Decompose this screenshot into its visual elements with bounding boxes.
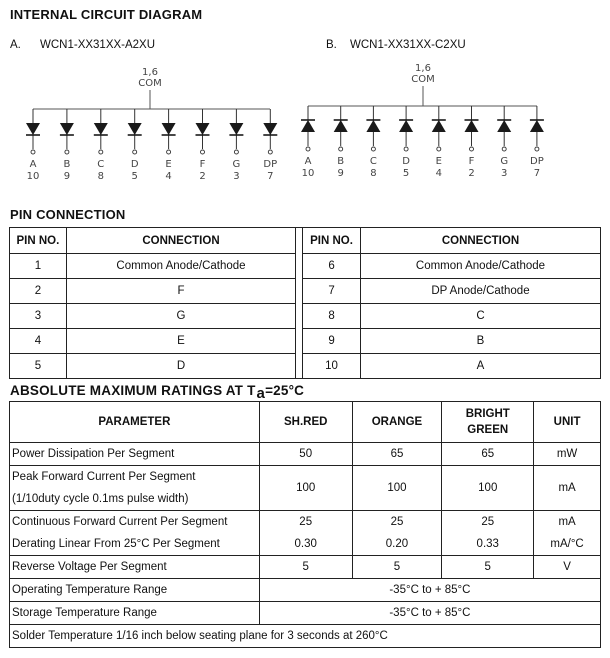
param-label: Operating Temperature Range	[10, 579, 260, 602]
pin-number: 3	[10, 304, 67, 329]
diode-b	[399, 106, 413, 179]
value-line2: 0.20	[385, 538, 409, 550]
pin-connection: E	[66, 329, 295, 354]
pin-connection: G	[66, 304, 295, 329]
value-sh-red: 5	[259, 556, 352, 579]
header-orange: ORANGE	[352, 402, 442, 443]
pin-number: 9	[303, 329, 361, 354]
segment-label: E	[435, 156, 442, 167]
segment-label: E	[165, 159, 172, 170]
segment-pin: 10	[301, 168, 315, 179]
com-label-a: COM	[138, 78, 162, 89]
pin-connection: B	[360, 329, 600, 354]
value-bright-green: 5	[442, 556, 534, 579]
diode-b	[366, 106, 380, 179]
pin-connection: D	[66, 354, 295, 379]
table-row	[10, 304, 601, 329]
pin-number: 7	[303, 279, 361, 304]
segment-label: C	[369, 156, 377, 167]
table-row	[10, 511, 601, 556]
table-row	[10, 279, 601, 304]
value-orange: 65	[352, 443, 442, 466]
segment-label: G	[232, 159, 241, 170]
diode-a	[263, 109, 277, 182]
param-label-line2: (1/10duty cycle 0.1ms pulse width)	[12, 493, 189, 505]
segment-label: D	[130, 159, 139, 170]
segment-label: DP	[530, 156, 544, 167]
header-unit: UNIT	[534, 402, 601, 443]
value-orange: 5	[352, 556, 442, 579]
segment-pin: 5	[402, 168, 410, 179]
segment-label: G	[500, 156, 509, 167]
header-bright-green-line1: BRIGHT	[465, 408, 510, 420]
segment-pin: 3	[233, 171, 240, 182]
header-bright-green-line2: GREEN	[467, 424, 509, 436]
value-line2: mA/°C	[550, 538, 584, 550]
table-row	[10, 329, 601, 354]
ratings-title-subscript: a	[256, 385, 266, 402]
header-sh-red: SH.RED	[259, 402, 352, 443]
pin-number: 2	[10, 279, 67, 304]
value-unit: mA	[534, 466, 601, 511]
header-bright-green	[442, 402, 534, 443]
pin-number: 1	[10, 254, 67, 279]
segment-label: A	[304, 156, 312, 167]
header-connection: CONNECTION	[66, 228, 295, 254]
segment-pin: 10	[26, 171, 40, 182]
pin-connection-title: PIN CONNECTION	[10, 207, 126, 222]
value-orange	[352, 511, 442, 556]
circuit-title: INTERNAL CIRCUIT DIAGRAM	[10, 7, 203, 22]
pin-connection-table	[9, 227, 601, 379]
segment-pin: 7	[533, 168, 541, 179]
segment-pin: 3	[501, 168, 508, 179]
diode-a	[162, 109, 176, 182]
segment-label: F	[199, 159, 206, 170]
segment-pin: 7	[267, 171, 274, 182]
value-line2: 0.30	[294, 538, 317, 550]
segment-pin: 8	[370, 168, 377, 179]
diode-a	[229, 109, 243, 182]
diode-a	[94, 109, 108, 182]
diode-a	[128, 109, 142, 182]
table-divider	[296, 228, 303, 379]
diode-a	[60, 109, 74, 182]
diode-a	[196, 109, 210, 182]
segment-label: F	[468, 156, 475, 167]
segment-label: C	[97, 159, 105, 170]
diode-b	[497, 106, 511, 179]
table-row	[10, 602, 601, 625]
pin-connection: F	[66, 279, 295, 304]
header-connection: CONNECTION	[360, 228, 600, 254]
pin-connection: Common Anode/Cathode	[360, 254, 600, 279]
value-bright-green: 100	[442, 466, 534, 511]
com-label-b: COM	[411, 74, 435, 85]
diagram-a	[26, 67, 277, 182]
header-pin-no: PIN NO.	[303, 228, 361, 254]
ratings-title-main: ABSOLUTE MAXIMUM RATINGS AT T	[10, 383, 256, 398]
value-unit	[534, 511, 601, 556]
table-row	[10, 556, 601, 579]
diode-b	[334, 106, 348, 179]
value-range: -35°C to + 85°C	[259, 579, 600, 602]
segment-pin: 8	[97, 171, 104, 182]
value-line2: 0.33	[476, 538, 499, 550]
param-label	[10, 511, 260, 556]
model-b-prefix: B.	[326, 39, 337, 51]
value-range: -35°C to + 85°C	[259, 602, 600, 625]
pin-connection: A	[360, 354, 600, 379]
param-label-line1: Continuous Forward Current Per Segment	[12, 516, 228, 528]
com-pins-a: 1,6	[142, 67, 158, 78]
value-unit: V	[534, 556, 601, 579]
param-label: Storage Temperature Range	[10, 602, 260, 625]
value-unit: mW	[534, 443, 601, 466]
table-row	[10, 354, 601, 379]
table-row	[10, 254, 601, 279]
segment-label: B	[63, 159, 71, 170]
model-a-prefix: A.	[10, 39, 21, 51]
pin-number: 8	[303, 304, 361, 329]
segment-pin: 9	[337, 168, 344, 179]
table-row	[10, 579, 601, 602]
pin-connection: Common Anode/Cathode	[66, 254, 295, 279]
segment-pin: 4	[435, 168, 442, 179]
param-label-line1: Peak Forward Current Per Segment	[12, 471, 196, 483]
param-label: Reverse Voltage Per Segment	[10, 556, 260, 579]
segment-pin: 4	[165, 171, 172, 182]
value-line1: 25	[390, 516, 404, 528]
pin-number: 10	[303, 354, 361, 379]
table-row	[10, 443, 601, 466]
model-a-name: WCN1-XX31XX-A2XU	[40, 39, 156, 51]
value-sh-red: 100	[259, 466, 352, 511]
value-sh-red: 50	[259, 443, 352, 466]
ratings-header	[10, 402, 601, 443]
com-pins-b: 1,6	[415, 63, 431, 74]
diagram-b	[301, 63, 544, 179]
segment-pin: 2	[468, 168, 475, 179]
value-sh-red	[259, 511, 352, 556]
pin-connection: DP Anode/Cathode	[360, 279, 600, 304]
segment-pin: 5	[131, 171, 138, 182]
value-line1: 25	[481, 516, 495, 528]
pin-number: 5	[10, 354, 67, 379]
segment-label: B	[337, 156, 345, 167]
ratings-title-temp: =25°C	[265, 383, 305, 398]
param-label: Power Dissipation Per Segment	[10, 443, 260, 466]
model-b-name: WCN1-XX31XX-C2XU	[350, 39, 466, 51]
param-label-line2: Derating Linear From 25°C Per Segment	[12, 538, 220, 550]
diode-b	[465, 106, 479, 179]
segment-label: A	[29, 159, 37, 170]
diode-a	[26, 109, 40, 182]
header-pin-no: PIN NO.	[10, 228, 67, 254]
circuit-diagram	[0, 0, 610, 200]
value-line1: 25	[299, 516, 313, 528]
pin-number: 4	[10, 329, 67, 354]
value-bright-green	[442, 511, 534, 556]
ratings-table	[9, 401, 601, 648]
diode-b	[530, 106, 544, 179]
value-orange: 100	[352, 466, 442, 511]
segment-pin: 9	[63, 171, 71, 182]
value-line1: mA	[558, 516, 576, 528]
pin-connection: C	[360, 304, 600, 329]
table-row	[10, 466, 601, 511]
segment-label: D	[402, 156, 410, 167]
ratings-title	[10, 382, 305, 402]
param-label	[10, 466, 260, 511]
diode-b	[432, 106, 446, 179]
table-row	[10, 625, 601, 648]
solder-note: Solder Temperature 1/16 inch below seating plane for 3 seconds at 260°C	[10, 625, 601, 648]
diode-b	[301, 106, 315, 179]
segment-pin: 2	[199, 171, 206, 182]
value-bright-green: 65	[442, 443, 534, 466]
segment-label: DP	[263, 159, 278, 170]
pin-table-header	[10, 228, 601, 254]
pin-number: 6	[303, 254, 361, 279]
header-parameter: PARAMETER	[10, 402, 260, 443]
